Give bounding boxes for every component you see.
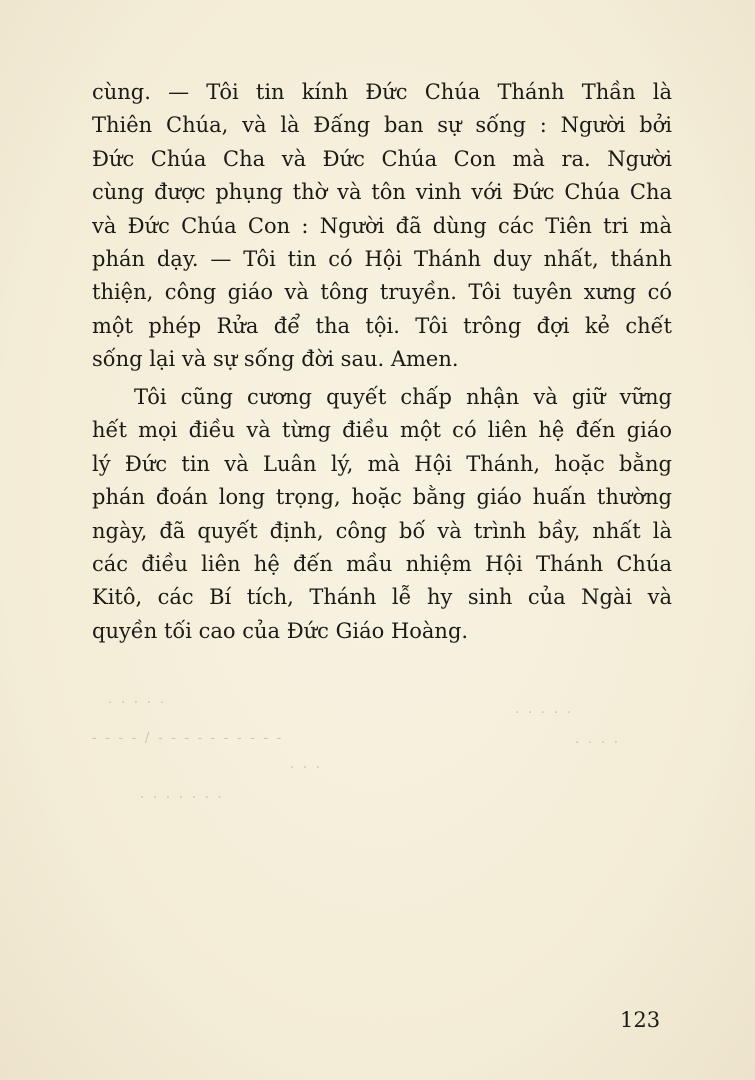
text-line: một phép Rửa để tha tội. Tôi trông đợi kẻ chết: [92, 313, 672, 338]
bleed-through-mark: · · · ·: [575, 735, 621, 751]
text-line: lý Đức tin và Luân lý, mà Hội Thánh, hoặc bằng: [92, 451, 672, 476]
text-line: phán đoán long trọng, hoặc bằng giáo huấn thường: [92, 485, 672, 510]
bleed-through-mark: · · · · ·: [108, 695, 167, 711]
text-line: Đức Chúa Cha và Đức Chúa Con mà ra. Người: [92, 146, 672, 171]
text-line: cùng. — Tôi tin kính Đức Chúa Thánh Thần là: [92, 80, 672, 104]
text-line: Thiên Chúa, và là Đấng ban sự sống : Người bởi: [92, 113, 672, 138]
text-line: Kitô, các Bí tích, Thánh lễ hy sinh của Ngài và: [92, 585, 672, 610]
text-line: quyền tối cao của Đức Giáo Hoàng.: [92, 618, 469, 643]
bleed-through-mark: · · ·: [290, 760, 323, 776]
text-line: các điều liên hệ đến mầu nhiệm Hội Thánh Chúa: [92, 551, 672, 576]
text-line: Tôi cũng cương quyết chấp nhận và giữ vững: [134, 385, 672, 409]
paragraph-2: [92, 381, 672, 648]
page-number: 123: [620, 1008, 661, 1032]
text-line: thiện, công giáo và tông truyền. Tôi tuyên xưng có: [92, 280, 672, 305]
text-line: ngày, đã quyết định, công bố và trình bầy, nhất là: [92, 518, 672, 543]
text-line: sống lại và sự sống đời sau. Amen.: [92, 347, 459, 372]
text-line: phán dạy. — Tôi tin có Hội Thánh duy nhất, thánh: [92, 246, 672, 271]
text-line: cùng được phụng thờ và tôn vinh với Đức Chúa Cha: [92, 180, 672, 205]
bleed-through-mark: · · · · ·: [515, 705, 574, 721]
text-line: và Đức Chúa Con : Người đã dùng các Tiên tri mà: [92, 213, 672, 238]
text-line: hết mọi điều và từng điều một có liên hệ đến giáo: [92, 418, 672, 443]
paragraph-1: [92, 76, 672, 377]
bleed-through-mark: · · · · · · ·: [140, 790, 224, 806]
bleed-through-mark: - - - - / - - - - - - - - - -: [92, 730, 284, 746]
